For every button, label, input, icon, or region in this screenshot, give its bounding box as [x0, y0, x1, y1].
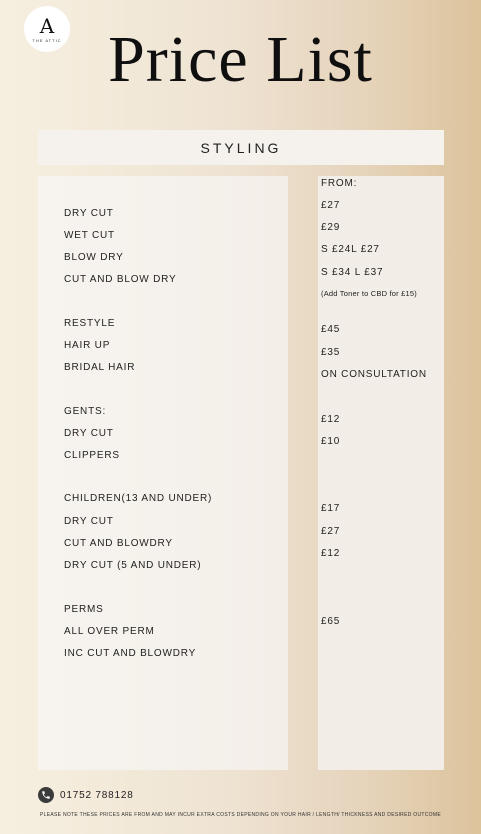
- section-header: [38, 130, 444, 165]
- logo-letter: A: [39, 13, 55, 38]
- service-item: DRY CUT: [64, 208, 114, 219]
- price-item: ON CONSULTATION: [321, 369, 427, 380]
- disclaimer: PLEASE NOTE THESE PRICES ARE FROM AND MAY INCUR EXTRA COSTS DEPENDING ON YOUR HAIR / LENGTH/ THICKNESS AND DESIRED OUTCOME: [40, 812, 441, 818]
- price-note: (Add Toner to CBD for £15): [321, 289, 417, 298]
- price-item: £10: [321, 436, 341, 447]
- page-title: Price List: [108, 23, 373, 96]
- service-item: DRY CUT: [64, 428, 114, 439]
- service-item: ALL OVER PERM: [64, 626, 155, 637]
- service-item: INC CUT AND BLOWDRY: [64, 648, 197, 659]
- price-item: £27: [321, 526, 341, 537]
- service-item: DRY CUT (5 AND UNDER): [64, 560, 202, 571]
- price-item: £35: [321, 347, 341, 358]
- price-item: £17: [321, 503, 341, 514]
- service-item: BRIDAL HAIR: [64, 362, 136, 373]
- section-label: STYLING: [200, 139, 282, 156]
- price-heading: FROM:: [321, 178, 358, 189]
- service-item: BLOW DRY: [64, 252, 124, 263]
- service-group-heading: GENTS:: [64, 406, 107, 417]
- service-item: CLIPPERS: [64, 450, 120, 461]
- service-item: CUT AND BLOWDRY: [64, 538, 173, 549]
- price-item: £12: [321, 414, 341, 425]
- service-item: DRY CUT: [64, 516, 114, 527]
- service-group-heading: PERMS: [64, 604, 104, 615]
- price-item: S £24L £27: [321, 244, 380, 255]
- service-item: HAIR UP: [64, 340, 111, 351]
- service-item: WET CUT: [64, 230, 115, 241]
- prices-panel: [318, 176, 444, 770]
- price-item: £65: [321, 616, 341, 627]
- price-item: S £34 L £37: [321, 267, 384, 278]
- phone-icon: [38, 787, 54, 803]
- price-item: £29: [321, 222, 341, 233]
- service-group-heading: CHILDREN(13 AND UNDER): [64, 493, 213, 504]
- service-item: RESTYLE: [64, 318, 116, 329]
- services-panel: [38, 176, 288, 770]
- price-item: £12: [321, 548, 341, 559]
- price-item: £45: [321, 324, 341, 335]
- logo-tagline: THE ATTIC: [32, 37, 62, 43]
- phone-number: 01752 788128: [60, 789, 134, 801]
- phone-contact: [38, 787, 134, 803]
- service-item: CUT AND BLOW DRY: [64, 274, 177, 285]
- price-item: £27: [321, 200, 341, 211]
